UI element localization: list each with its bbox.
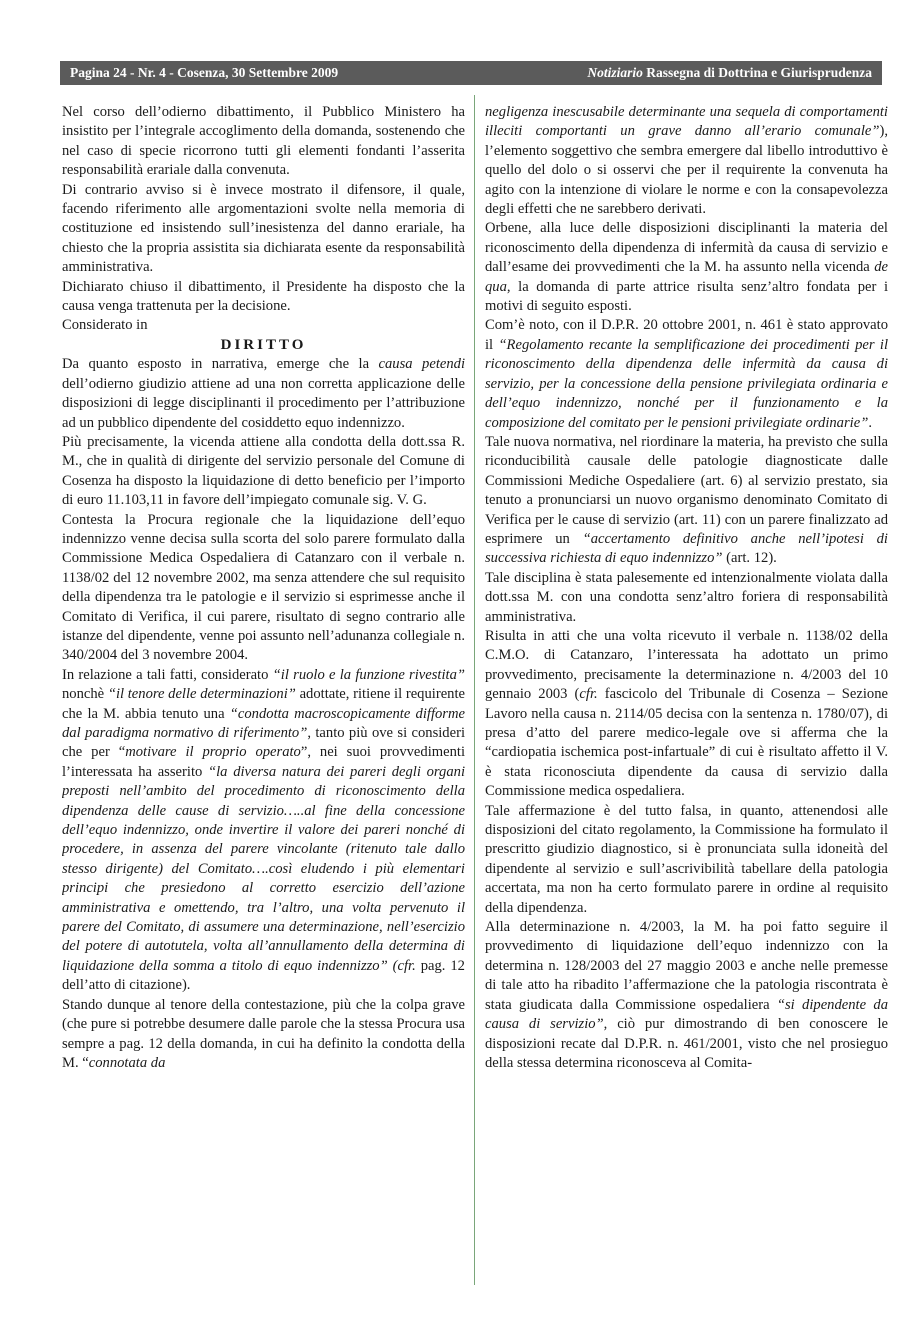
text-run: nonchè [62, 686, 108, 703]
paragraph: Di contrario avviso si è invece mostrato il difensore, il quale, facendo riferimento alle argomentazioni svolte nella memoria di costituzione ed insistendo sull’inesistenza del danno erariale, ha chiesto che la propria assistita sia dichiarata esente da responsabilità amministrativa. [62, 181, 465, 276]
text-run: , ciò pur dimostrando di ben conoscere le disposizioni recate dal D.P.R. n. 461/2001, visto che nel prosieguo della stessa determina riconosceva al Comita- [485, 1016, 888, 1071]
text-run-italic: connotata da [88, 1054, 166, 1071]
text-run-italic: “il ruolo e la funzione rivestita” [272, 666, 465, 683]
text-run-italic: “Regolamento recante la semplificazione dei procedimenti per il riconoscimento della dipendenza delle infermità da causa di servizio, per la concessione della pensione privilegiata ordinaria e dell’equo indennizzo, nonché per il funzionamento e la composizione del comitato per le pensioni privilegiate ordinarie” [485, 336, 888, 431]
text-run-italic: “si dipendente da causa di servizio” [485, 996, 888, 1033]
page-header [60, 61, 882, 85]
paragraph [62, 355, 465, 433]
paragraph [485, 316, 888, 432]
paragraph: Considerato in [62, 317, 148, 334]
text-run: ”, nei suoi provvedimenti l’interessata ha asserito [62, 744, 465, 780]
header-page-info: Pagina 24 - Nr. 4 - Cosenza, 30 Settembre 2009 [70, 65, 339, 80]
paragraph [485, 627, 888, 802]
text-run: . [868, 414, 872, 431]
text-run: dell’odierno giudizio attiene ad una non corretta applicazione delle disposizioni di legge disciplinanti il procedimento per l’attribuzione ad un pubblico dipendente del cosiddetto equo indennizzo. [62, 375, 465, 431]
paragraph [485, 918, 888, 1073]
paragraph: Tale affermazione è del tutto falsa, in quanto, attenendosi alle disposizioni del citato regolamento, la Commissione ha formulato il prescritto giudizio diagnostico, si è pronunciata sulla idoneità del dipendente al servizio e sull’ascrivibilità tabellare della patologia accertata, ma non ha certo formulato parere in ordine al requisito della dipendenza. [485, 802, 888, 916]
text-run: fascicolo del Tribunale di Cosenza – Sezione Lavoro nella causa n. 2114/05 decisa con la sentenza n. 1780/07), di presa d’atto del parere medico-legale ove si afferma che la “cardiopatia ischemica post-infartuale” di cui è risultato affetto il V. è stata riconosciuta dipendente da causa di servizio dalla Commissione medica ospedaliera. [485, 686, 888, 800]
text-run: In relazione a tali fatti, considerato [62, 666, 273, 683]
paragraph [62, 666, 465, 996]
paragraph: Tale disciplina è stata palesemente ed intenzionalmente violata dalla dott.ssa M. con una condotta senz’altro foriera di responsabilità amministrativa. [485, 569, 888, 625]
text-run-italic: cfr. [579, 686, 598, 703]
text-run-italic: “accertamento definitivo anche nell’ipotesi di successiva richiesta di equo indennizzo” [485, 530, 888, 567]
header-publication-rest: Rassegna di Dottrina e Giurisprudenza [642, 65, 872, 80]
right-column [485, 103, 888, 1283]
text-run-italic: “condotta macroscopicamente difforme dal paradigma normativo di riferimento” [62, 705, 465, 741]
text-run: Tale nuova normativa, nel riordinare la materia, ha previsto che sulla riconducibilità causale delle patologie diagnosticate dalle Commissioni Mediche Ospedaliere (art. 6) al servizio prestato, sia tenuto a pronunciarsi un nuovo organismo denominato Comitato di Verifica per le cause di servizio (art. 11) con un parere finalizzato ad esprimere un [485, 433, 888, 547]
text-run-italic: motivare il proprio operato [125, 744, 301, 761]
text-run-italic: “il tenore delle determinazioni” [107, 686, 296, 703]
text-run: Da quanto esposto in narrativa, emerge che la [62, 356, 379, 373]
text-run: (art. 12). [722, 550, 777, 567]
text-run: Alla determinazione n. 4/2003, la M. ha poi fatto seguire il provvedimento di liquidazione dell’equo indennizzo con la determina n. 128/2003 del 27 maggio 2003 e anche nelle premesse di tale atto ha ribadito l’affermazione che la patologia riscontrata è stata giudicata dalla Commissione ospedaliera [485, 919, 888, 1013]
paragraph [485, 103, 888, 219]
paragraph [485, 433, 888, 569]
paragraph [485, 219, 888, 316]
paragraph: Nel corso dell’odierno dibattimento, il Pubblico Ministero ha insistito per l’integrale accoglimento della domanda, sostenendo che nel caso di specie ricorrono tutti gli elementi fondanti l’asserita responsabilità erariale dalla convenuta. [62, 104, 465, 179]
column-divider [474, 95, 475, 1285]
text-run-italic: negligenza inescusabile determinante una sequela di comportamenti illeciti comportanti un grave danno all’erario comunale” [485, 104, 888, 140]
text-run-italic: “la diversa natura dei pareri degli organi preposti nell’ambito del procedimento di riconoscimento della dipendenza delle cause di servizio…..al fine della concessione dell’equo indennizzo, onde invertire il valore dei pareri nonché di procedere, in assenza del parere vincolante (ritenuto tale dallo stesso dirigente) del Comitato….così eludendo i più elementari principi che presiedono al corretto esercizio dell’azione amministrativa e omettendo, tra l’altro, una volta pervenuto il parere del Comitato, di assumere una determinazione, nell’esercizio del potere di autotutela, volta all’annullamento della determina di liquidazione della somma a titolo di equo indennizzo” (cfr. [62, 763, 465, 974]
left-column [62, 103, 465, 1283]
paragraph: Contesta la Procura regionale che la liquidazione dell’equo indennizzo venne decisa sulla scorta del solo parere formulato dalla Commissione Medica Ospedaliera di Catanzaro con il verbale n. 1138/02 del 12 novembre 2002, ma senza attendere che sul requisito della dipendenza tra le patologie e il servizio si esprimesse anche il Comitato di Verifica, il cui parere, risultato di segno contrario alle istanze del dipendente, venne poi assunto nell’adunanza collegiale n. 340/2004 del 3 novembre 2004. [62, 511, 465, 664]
paragraph: Più precisamente, la vicenda attiene alla condotta della dott.ssa R. M., che in qualità di dirigente del servizio personale del Comune di Cosenza ha disposto la liquidazione di detto beneficio per l’importo di euro 11.103,11 in favore dell’impiegato comunale sig. V. G. [62, 433, 465, 509]
text-run: , la domanda di parte attrice risulta senz’altro fondata per i motivi di seguito esposti. [485, 278, 888, 315]
text-run-italic: causa petendi [378, 356, 465, 373]
paragraph [62, 996, 465, 1074]
section-heading: DIRITTO [220, 336, 307, 353]
header-publication-italic: Notiziario [587, 65, 643, 80]
paragraph: Dichiarato chiuso il dibattimento, il Presidente ha disposto che la causa venga trattenuta per la decisione. [62, 278, 465, 315]
text-run: Orbene, alla luce delle disposizioni disciplinanti la materia del riconoscimento della dipendenza di infermità da causa di servizio e dall’esame dei provvedimenti che la M. ha assunto nella vicenda [485, 220, 888, 276]
text-run-italic: de qua [485, 259, 888, 295]
text-run: Stando dunque al tenore della contestazione, più che la colpa grave (che pure si potrebbe desumere dalle parole che la stessa Procura usa sempre a pag. 12 della domanda, in cui ha definito la condotta della M. “ [62, 996, 465, 1071]
text-run: , tanto più ove si consideri che per “ [62, 725, 465, 761]
text-run: Com’è noto, con il D.P.R. 20 ottobre 2001, n. 461 è stato approvato il [485, 317, 888, 353]
text-run: pag. 12 dell’atto di citazione). [62, 957, 465, 994]
text-run: adottate, ritiene il requirente che la M. abbia tenuto una [62, 686, 465, 722]
header-publication [587, 65, 872, 81]
text-run: ), l’elemento soggettivo che sembra emergere dal libello introduttivo è quello del dolo o si osservi che per il requirente la convenuta ha agito con la intenzione di violare le norme e con la consapevolezza degli effetti che ne sarebbero derivati. [485, 123, 888, 218]
text-run: Risulta in atti che una volta ricevuto il verbale n. 1138/02 della C.M.O. di Catanzaro, l’interessata ha adottato un primo provvedimento, precisamente la determinazione n. 4/2003 del 10 gennaio 2003 ( [485, 627, 888, 703]
